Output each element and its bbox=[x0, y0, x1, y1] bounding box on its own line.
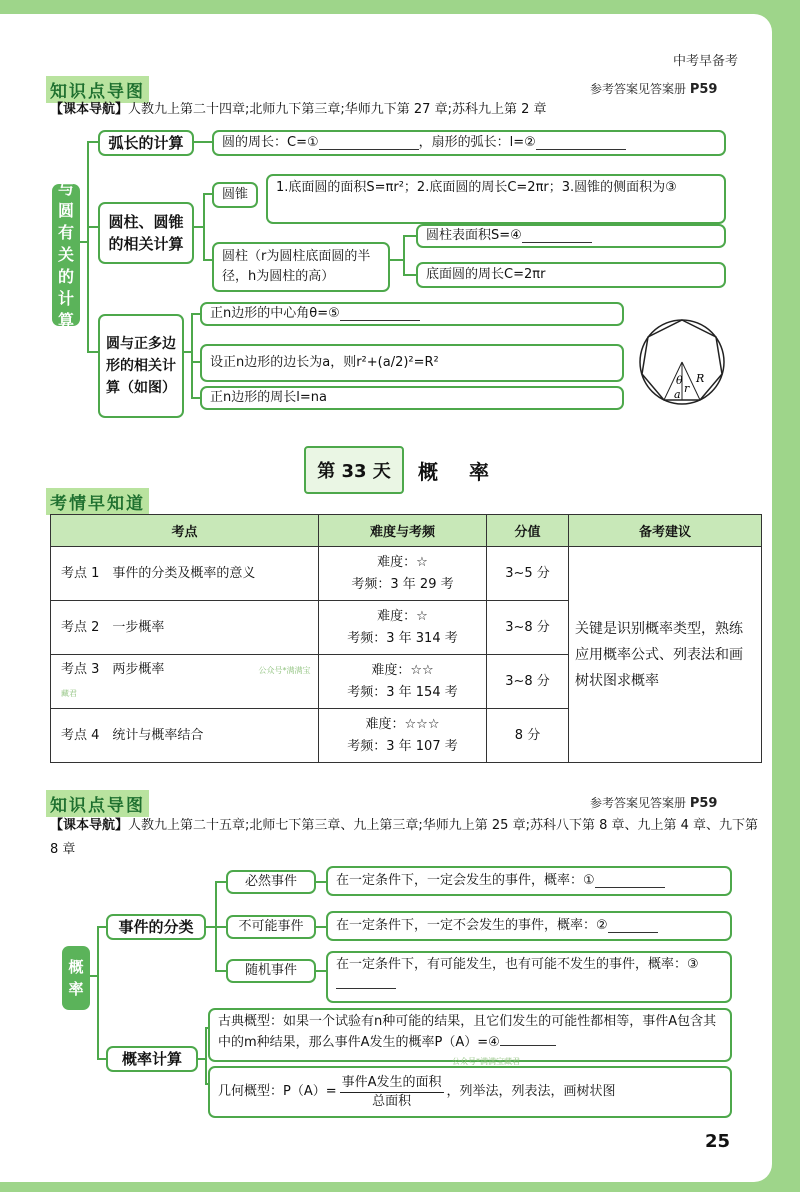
cell-score: 8 分 bbox=[487, 709, 569, 763]
cone-node: 圆锥 bbox=[212, 182, 258, 208]
branch-arc-length: 弧长的计算 bbox=[98, 130, 194, 156]
cell-difficulty: 难度：☆☆☆ 考频：3 年 107 考 bbox=[319, 709, 487, 763]
cell-advice: 关键是识别概率类型，熟练应用概率公式、列表法和画树状图求概率 bbox=[569, 547, 762, 763]
branch-cylinder-cone: 圆柱、圆锥的相关计算 bbox=[98, 202, 194, 264]
random-event-desc: 在一定条件下，有可能发生，也有可能不发生的事件，概率：③ bbox=[326, 951, 732, 1003]
branch-event-classification: 事件的分类 bbox=[106, 914, 206, 940]
cylinder-surface-area: 圆柱表面积S=④ bbox=[416, 224, 726, 248]
cylinder-node: 圆柱（r为圆柱底面圆的半径，h为圆柱的高） bbox=[212, 242, 390, 292]
cell-score: 3~5 分 bbox=[487, 547, 569, 601]
fig-a: a bbox=[674, 388, 681, 401]
header-label: 中考早备考 bbox=[672, 54, 738, 69]
table-row bbox=[51, 547, 762, 601]
root-node: 与圆有关的计算 bbox=[52, 184, 80, 326]
cell-difficulty: 难度：☆☆ 考频：3 年 154 考 bbox=[319, 655, 487, 709]
cone-description: 1.底面圆的面积S=πr²；2.底面圆的周长C=2πr；3.圆锥的侧面积为③ bbox=[266, 174, 726, 224]
polygon-figure bbox=[636, 316, 728, 408]
answer-reference-2: 参考答案见答案册 P59 bbox=[590, 796, 718, 811]
geometric-probability: 几何概型：P（A）= $\frac{\text{事件A发生的面积}}{\text{总面积}}$ ，列举法，列表法，画树状图 bbox=[208, 1066, 732, 1118]
polygon-side-relation: 设正n边形的边长为a，则r²+(a/2)²=R² bbox=[200, 344, 624, 382]
certain-event-desc: 在一定条件下，一定会发生的事件，概率：① bbox=[326, 866, 732, 896]
impossible-event-desc: 在一定条件下，一定不会发生的事件，概率：② bbox=[326, 911, 732, 941]
classical-probability: 古典概型：如果一个试验有n种可能的结果，且它们发生的可能性都相等，事件A包含其中的m种结果，那么事件A发生的概率P（A）=④ bbox=[208, 1008, 732, 1062]
random-event: 随机事件 bbox=[226, 959, 316, 983]
col-header-point: 考点 bbox=[51, 515, 319, 547]
answer-reference: 参考答案见答案册 P59 bbox=[590, 82, 718, 97]
cell-difficulty: 难度：☆ 考频：3 年 29 考 bbox=[319, 547, 487, 601]
page bbox=[0, 14, 772, 1182]
cell-point: 考点 1 事件的分类及概率的意义 bbox=[51, 547, 319, 601]
branch-circle-polygon: 圆与正多边形的相关计算（如图） bbox=[98, 314, 184, 418]
cell-point: 考点 3 两步概率 公众号*满满宝藏君 bbox=[51, 655, 319, 709]
watermark-2: 公众号*满满宝藏君 bbox=[452, 1057, 520, 1066]
day-title: 第 33 天 bbox=[304, 446, 404, 494]
cell-difficulty: 难度：☆ 考频：3 年 314 考 bbox=[319, 601, 487, 655]
polygon-central-angle: 正n边形的中心角θ=⑤ bbox=[200, 302, 624, 326]
col-header-score: 分值 bbox=[487, 515, 569, 547]
cell-point: 考点 2 一步概率 bbox=[51, 601, 319, 655]
branch-probability-calc: 概率计算 bbox=[106, 1046, 198, 1072]
fig-theta: θ bbox=[676, 374, 683, 387]
textbook-guide-2: 【课本导航】人教九上第二十五章;北师七下第三章、九上第三章;华师九上第 25 章;苏科八下第 8 章、九上第 4 章、九下第 8 章 bbox=[50, 818, 759, 857]
cylinder-base-perimeter: 底面圆的周长C=2πr bbox=[416, 262, 726, 288]
fig-R: R bbox=[696, 372, 705, 385]
section-title: 知识点导图 bbox=[46, 76, 149, 103]
watermark: 公众号*满满宝藏君 bbox=[61, 665, 311, 698]
day-topic: 概 率 bbox=[418, 460, 501, 484]
section-title-exam: 考情早知道 bbox=[46, 488, 149, 515]
textbook-guide: 【课本导航】人教九上第二十四章;北师九下第三章;华师九下第 27 章;苏科九上第 2 章 bbox=[50, 102, 547, 117]
geo-fraction: $\frac{\text{事件A发生的面积}}{\text{总面积}}$ bbox=[341, 1074, 442, 1109]
cell-score: 3~8 分 bbox=[487, 655, 569, 709]
page-number: 25 bbox=[704, 1131, 730, 1152]
cell-point: 考点 4 统计与概率结合 bbox=[51, 709, 319, 763]
cell-score: 3~8 分 bbox=[487, 601, 569, 655]
arc-length-content: 圆的周长：C=① ，扇形的弧长：l=② bbox=[212, 130, 726, 156]
col-header-difficulty: 难度与考频 bbox=[319, 515, 487, 547]
fig-r: r bbox=[684, 382, 690, 395]
impossible-event: 不可能事件 bbox=[226, 915, 316, 939]
polygon-perimeter: 正n边形的周长l=na bbox=[200, 386, 624, 410]
section-title-probability: 知识点导图 bbox=[46, 790, 149, 817]
col-header-advice: 备考建议 bbox=[569, 515, 762, 547]
certain-event: 必然事件 bbox=[226, 870, 316, 894]
exam-table bbox=[50, 514, 762, 763]
root-node-probability: 概率 bbox=[62, 946, 90, 1010]
